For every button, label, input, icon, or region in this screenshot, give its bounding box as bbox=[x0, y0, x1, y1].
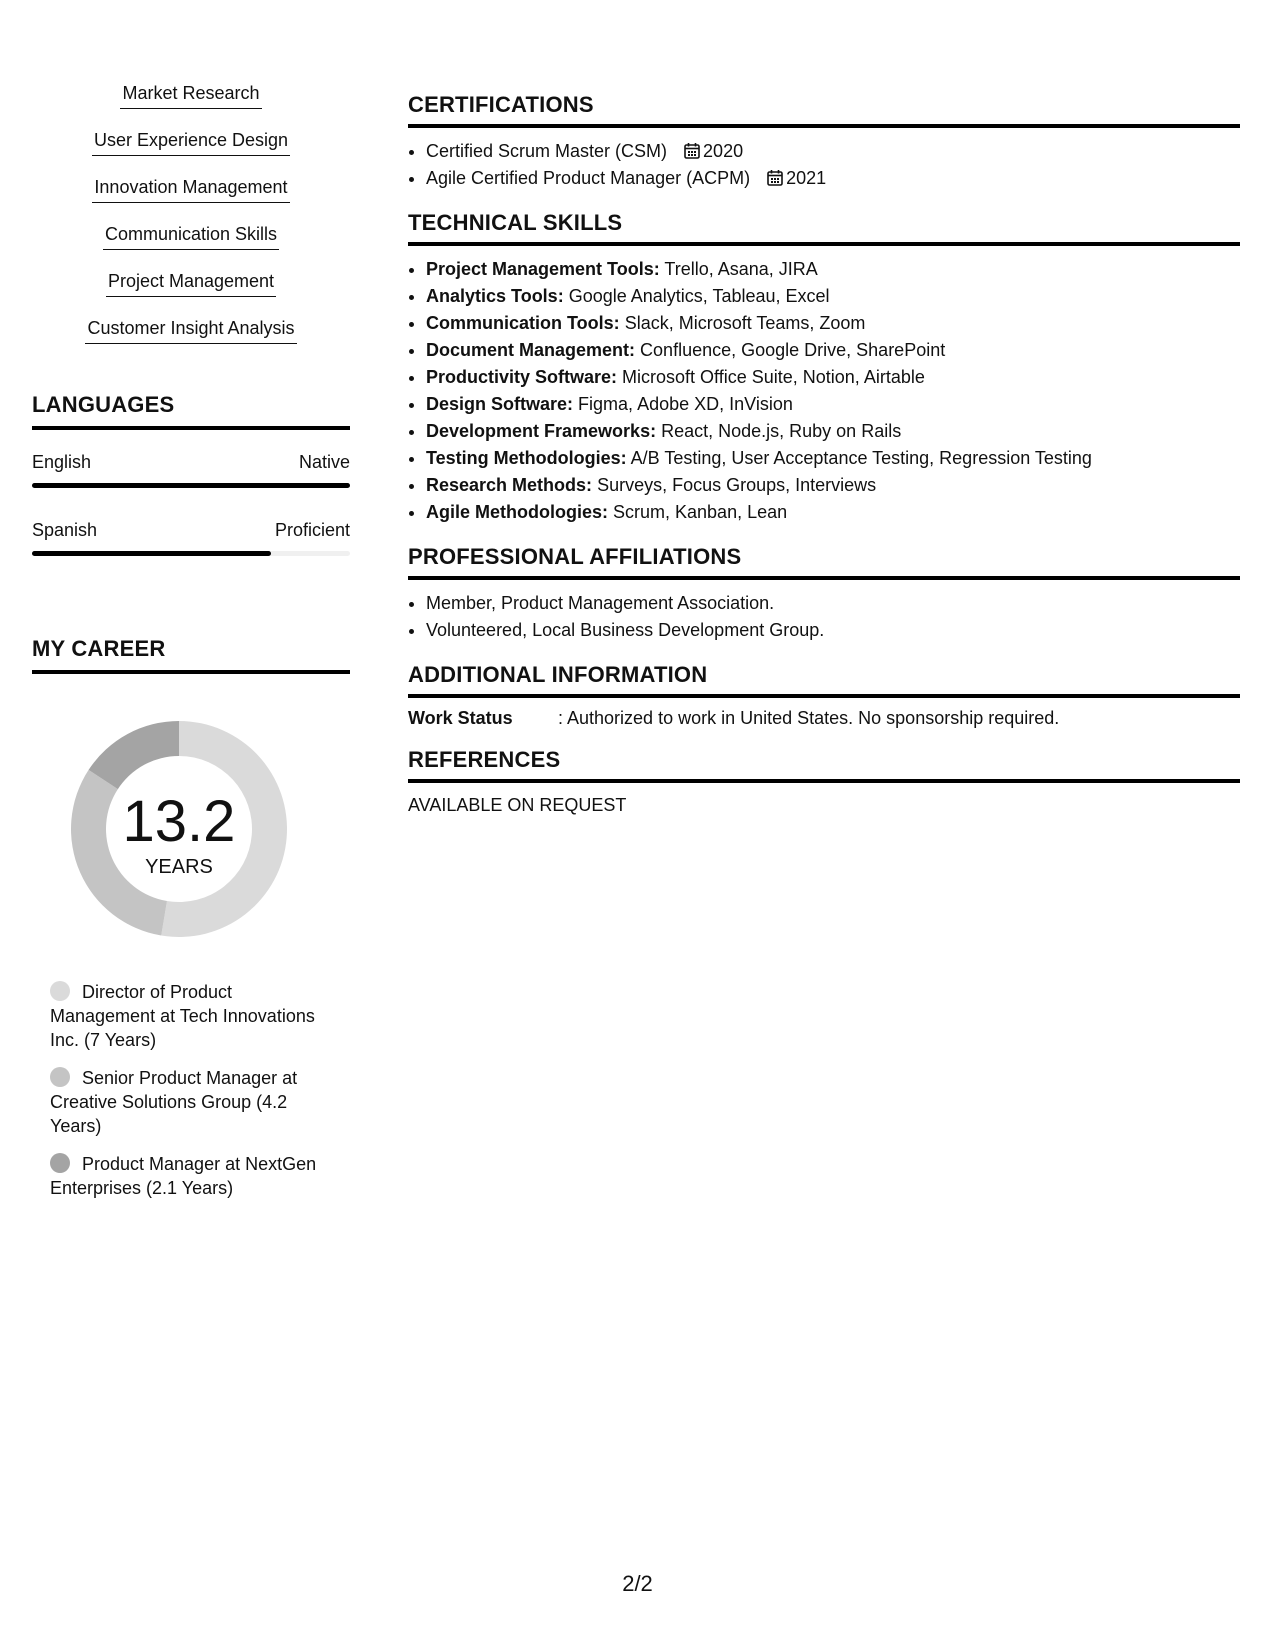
references-section bbox=[408, 747, 1240, 816]
technical-skills-heading: TECHNICAL SKILLS bbox=[408, 210, 1240, 246]
legend-label: Senior Product Manager at Creative Solutions Group (4.2 Years) bbox=[50, 1068, 298, 1136]
additional-info-section bbox=[408, 662, 1240, 729]
right-column bbox=[408, 92, 1240, 834]
affiliations-section bbox=[408, 544, 1240, 644]
certifications-section bbox=[408, 92, 1240, 192]
skill-item: Market Research bbox=[32, 80, 350, 109]
legend-dot bbox=[50, 1067, 70, 1087]
tech-skill-item: • Document Management: Confluence, Google Drive, SharePoint bbox=[426, 337, 1240, 364]
language-level: Proficient bbox=[274, 520, 350, 540]
skill-item: Innovation Management bbox=[32, 174, 350, 203]
certification-year: 2020 bbox=[703, 141, 744, 161]
career-total-value: 13.2 bbox=[122, 789, 236, 854]
legend-item bbox=[50, 1152, 320, 1200]
language-bar-fill bbox=[32, 483, 350, 488]
career-legend bbox=[50, 980, 320, 1200]
legend-item bbox=[50, 980, 320, 1052]
language-level: Native bbox=[298, 452, 350, 472]
work-status-label: Work Status bbox=[408, 708, 513, 728]
legend-dot bbox=[50, 1153, 70, 1173]
language-spanish bbox=[32, 520, 350, 556]
page-number: 2/2 bbox=[622, 1571, 653, 1596]
legend-dot bbox=[50, 981, 70, 1001]
legend-label: Director of Product Management at Tech Innovations Inc. (7 Years) bbox=[50, 982, 315, 1050]
language-english bbox=[32, 452, 350, 488]
language-bar bbox=[32, 551, 350, 556]
tech-skill-item: • Development Frameworks: React, Node.js, Ruby on Rails bbox=[426, 418, 1240, 445]
calendar-icon bbox=[684, 142, 700, 159]
affiliation-item: • Member, Product Management Association. bbox=[426, 590, 1240, 617]
certification-year: 2021 bbox=[786, 168, 827, 188]
affiliations-heading: PROFESSIONAL AFFILIATIONS bbox=[408, 544, 1240, 580]
affiliation-item: • Volunteered, Local Business Development Group. bbox=[426, 617, 1240, 644]
certifications-heading: CERTIFICATIONS bbox=[408, 92, 1240, 128]
language-bar bbox=[32, 483, 350, 488]
career-donut-chart bbox=[64, 714, 294, 944]
skill-item: Project Management bbox=[32, 268, 350, 297]
tech-skill-item: • Agile Methodologies: Scrum, Kanban, Lean bbox=[426, 499, 1240, 526]
calendar-icon bbox=[767, 169, 783, 186]
references-heading: REFERENCES bbox=[408, 747, 1240, 783]
tech-skill-item: • Analytics Tools: Google Analytics, Tableau, Excel bbox=[426, 283, 1240, 310]
tech-skill-item: • Testing Methodologies: A/B Testing, User Acceptance Testing, Regression Testing bbox=[426, 445, 1240, 472]
legend-label: Product Manager at NextGen Enterprises (2.1 Years) bbox=[50, 1154, 317, 1198]
legend-item bbox=[50, 1066, 320, 1138]
tech-skill-item: • Productivity Software: Microsoft Office Suite, Notion, Airtable bbox=[426, 364, 1240, 391]
technical-skills-section bbox=[408, 210, 1240, 526]
additional-info-heading: ADDITIONAL INFORMATION bbox=[408, 662, 1240, 698]
language-bar-fill bbox=[32, 551, 271, 556]
tech-skill-item: • Project Management Tools: Trello, Asana, JIRA bbox=[426, 256, 1240, 283]
skill-item: Communication Skills bbox=[32, 221, 350, 250]
left-column bbox=[32, 80, 350, 1214]
languages-heading: LANGUAGES bbox=[32, 392, 350, 430]
certification-item: • Agile Certified Product Manager (ACPM) 2021 bbox=[426, 165, 1240, 192]
skill-item: Customer Insight Analysis bbox=[32, 315, 350, 344]
tech-skill-item: • Research Methods: Surveys, Focus Groups, Interviews bbox=[426, 472, 1240, 499]
references-text: AVAILABLE ON REQUEST bbox=[408, 795, 627, 815]
work-status-value: : Authorized to work in United States. No sponsorship required. bbox=[558, 708, 1060, 728]
tech-skill-item: • Communication Tools: Slack, Microsoft Teams, Zoom bbox=[426, 310, 1240, 337]
language-name: Spanish bbox=[32, 520, 98, 540]
career-total-unit: YEARS bbox=[145, 856, 213, 878]
skills-list bbox=[32, 80, 350, 344]
work-status-row bbox=[408, 708, 1240, 729]
language-name: English bbox=[32, 452, 92, 472]
skill-item: User Experience Design bbox=[32, 127, 350, 156]
certification-item: • Certified Scrum Master (CSM) 2020 bbox=[426, 138, 1240, 165]
career-heading: MY CAREER bbox=[32, 636, 350, 674]
tech-skill-item: • Design Software: Figma, Adobe XD, InVision bbox=[426, 391, 1240, 418]
